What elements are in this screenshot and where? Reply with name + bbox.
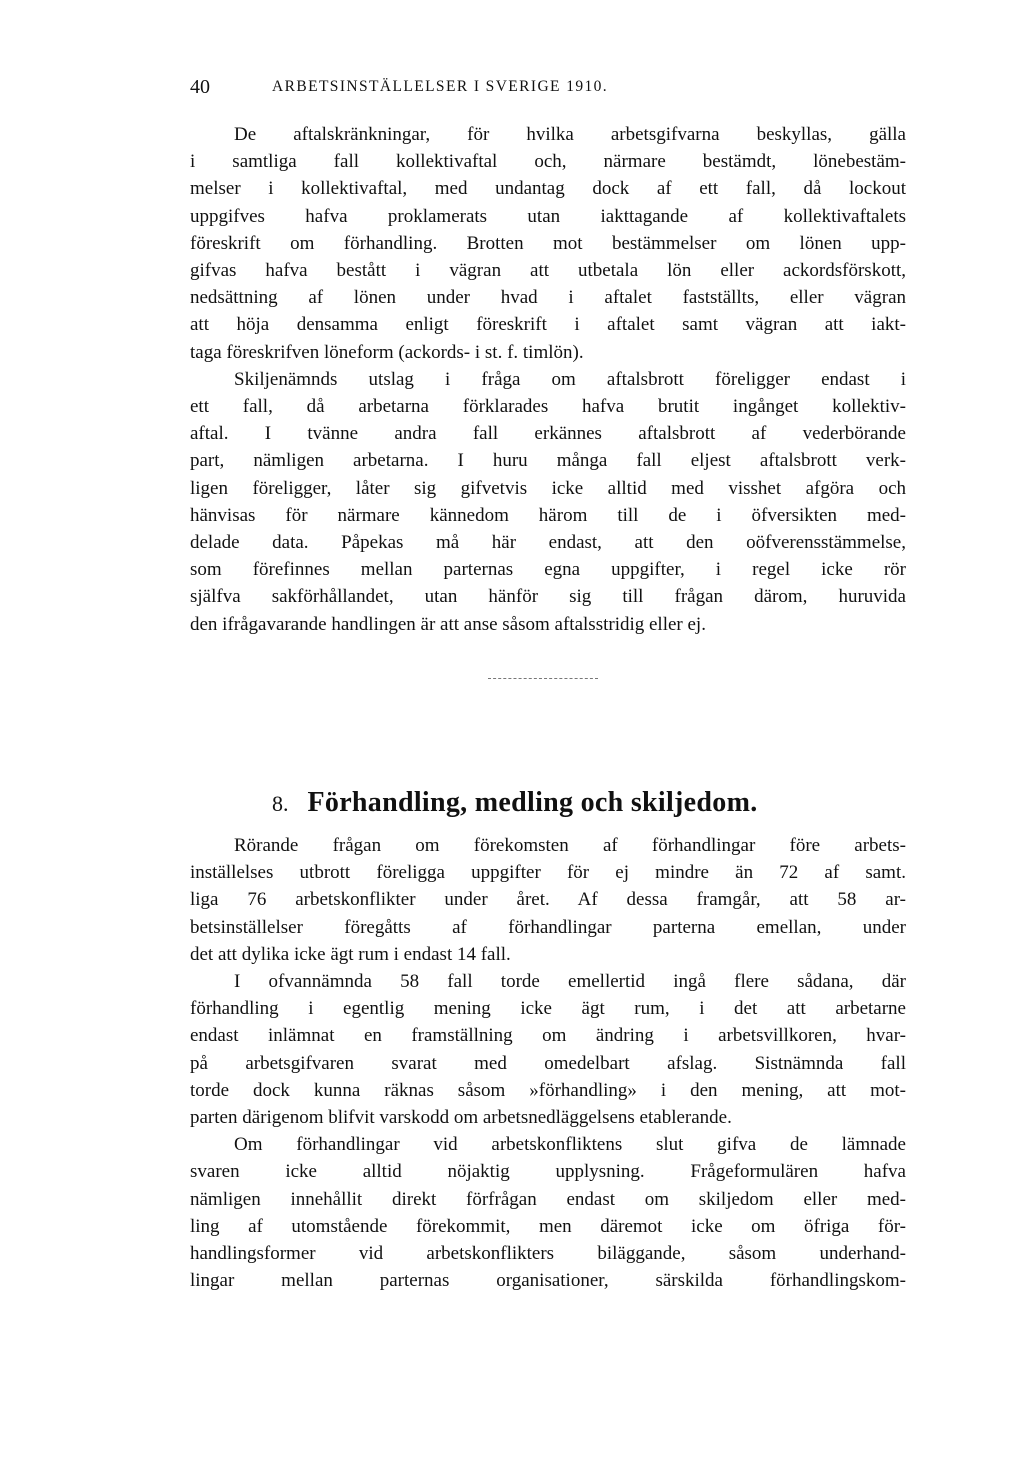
text-line: De aftalskränkningar, för hvilka arbetsgifvarna beskyllas, gälla: [234, 124, 906, 145]
text-line: nämligen innehållit direkt förfrågan endast om skiljedom eller med-: [190, 1188, 906, 1210]
text-line: Om förhandlingar vid arbetskonfliktens slut gifva de lämnade: [234, 1134, 906, 1156]
paragraph-om-forhandlingar: [190, 1131, 906, 1294]
section-heading: [272, 787, 872, 819]
text-block-upper: [190, 121, 906, 638]
text-line: liga 76 arbetskonflikter under året. Af dessa framgår, att 58 ar-: [190, 889, 906, 911]
text-line: delade data. Påpekas må här endast, att den oöfverensstämmelse,: [190, 532, 906, 554]
text-line: det att dylika icke ägt rum i endast 14 fall.: [190, 943, 511, 965]
text-line: hänvisas för närmare kännedom härom till de i öfversikten med-: [190, 504, 906, 526]
text-line: parten därigenom blifvit varskodd om arbetsnedläggelsens etablerande.: [190, 1107, 732, 1129]
text-line: förhandling i egentlig mening icke ägt rum, i det att arbetarne: [190, 998, 906, 1020]
text-line: Skiljenämnds utslag i fråga om aftalsbrott föreligger endast i: [234, 368, 906, 390]
text-line: I ofvannämnda 58 fall torde emellertid ingå flere sådana, där: [234, 971, 906, 993]
text-line: endast inlämnat en framställning om ändring i arbetsvillkoren, hvar-: [190, 1025, 906, 1047]
section-divider: [488, 678, 598, 681]
text-line: ligen föreligger, låter sig gifvetvis icke alltid med visshet afgöra och: [190, 477, 906, 499]
text-line: inställelses utbrott föreligga uppgifter för ej mindre än 72 af samt.: [190, 862, 906, 884]
running-header: [190, 76, 910, 102]
paragraph-aftalskrankningar: [190, 121, 906, 366]
paragraph-rorande-fragan: [190, 832, 906, 968]
text-line: gifvas hafva bestått i vägran att utbetala lön eller ackordsförskott,: [190, 260, 906, 282]
text-line: den ifrågavarande handlingen är att anse såsom aftalsstridig eller ej.: [190, 613, 706, 635]
section-title: Förhandling, medling och skiljedom.: [307, 787, 758, 818]
page-number: 40: [190, 76, 210, 98]
text-line: part, nämligen arbetarna. I huru många fall eljest aftalsbrott verk-: [190, 450, 906, 472]
text-line: taga föreskrifven löneform (ackords- i st. f. timlön).: [190, 341, 584, 363]
text-line: uppgifves hafva proklamerats utan iakttagande af kollektivaftalets: [190, 205, 906, 227]
text-line: torde dock kunna räknas såsom »förhandling» i den mening, att mot-: [190, 1079, 906, 1101]
text-line: Rörande frågan om förekomsten af förhandlingar före arbets-: [234, 835, 906, 856]
running-title: ARBETSINSTÄLLELSER I SVERIGE 1910.: [272, 78, 609, 95]
text-line: betsinställelser föregåtts af förhandlingar parterna emellan, under: [190, 916, 906, 938]
text-line: föreskrift om förhandling. Brotten mot bestämmelser om lönen upp-: [190, 232, 906, 254]
text-line: aftal. I tvänne andra fall erkännes aftalsbrott af vederbörande: [190, 423, 906, 445]
section-number: 8.: [272, 791, 289, 816]
text-line: själfva sakförhållandet, utan hänför sig till frågan därom, huruvida: [190, 586, 906, 608]
text-line: melser i kollektivaftal, med undantag dock af ett fall, då lockout: [190, 178, 906, 200]
text-line: ett fall, då arbetarna förklarades hafva brutit ingånget kollektiv-: [190, 396, 906, 418]
text-line: ling af utomstående förekommit, men däremot icke om öfriga för-: [190, 1215, 906, 1237]
text-line: att höja densamma enligt föreskrift i aftalet samt vägran att iakt-: [190, 314, 906, 336]
text-line: i samtliga fall kollektivaftal och, närmare bestämdt, lönebestäm-: [190, 151, 906, 173]
paragraph-ofvannamnda: [190, 968, 906, 1131]
text-block-lower: [190, 832, 906, 1294]
paragraph-skiljenamnds: [190, 366, 906, 638]
text-line: som förefinnes mellan parternas egna uppgifter, i regel icke rör: [190, 559, 906, 581]
text-line: på arbetsgifvaren svarat med omedelbart afslag. Sistnämnda fall: [190, 1052, 906, 1074]
text-line: handlingsformer vid arbetskonflikters biläggande, såsom underhand-: [190, 1243, 906, 1265]
text-line: svaren icke alltid nöjaktig upplysning. Frågeformulären hafva: [190, 1161, 906, 1183]
text-line: nedsättning af lönen under hvad i aftalet fastställts, eller vägran: [190, 287, 906, 309]
text-line: lingar mellan parternas organisationer, särskilda förhandlingskom-: [190, 1270, 906, 1292]
